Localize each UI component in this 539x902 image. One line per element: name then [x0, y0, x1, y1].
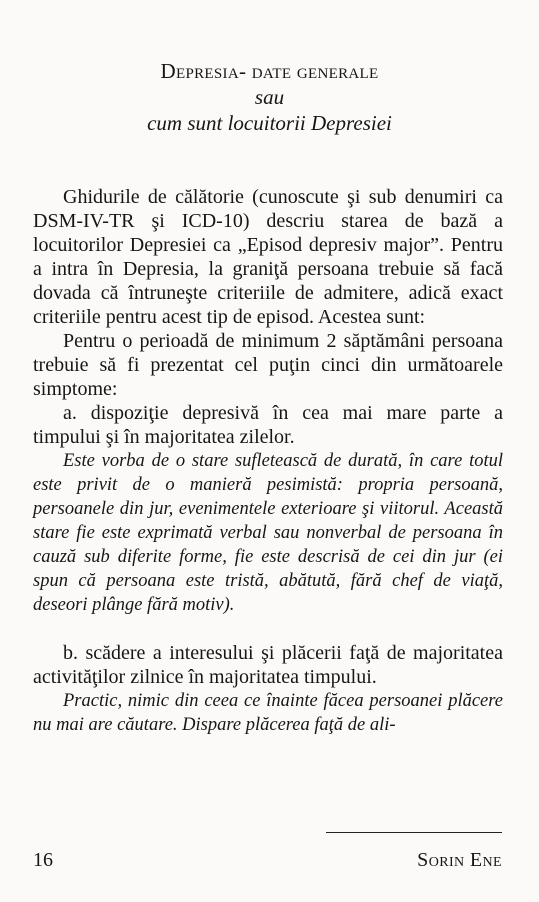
chapter-title: Depresia- date generale [160, 59, 379, 83]
criterion-b: b. scădere a interesului şi plăcerii faţă de majoritatea activităţilor zilnice în majoritatea timpului. [33, 642, 503, 688]
paragraph-criteria: Pentru o perioadă de minimum 2 săptămâni persoana trebuie să fi prezentat cel puţin cinci din următoarele simptome: [33, 330, 503, 400]
running-footer-author: Sorin Ene [417, 849, 502, 871]
chapter-connector: sau [254, 85, 285, 109]
body-text [33, 185, 503, 737]
page-number: 16 [33, 849, 53, 871]
paragraph-gap [33, 617, 503, 641]
footer-rule [326, 832, 502, 833]
paragraph-intro: Ghidurile de călătorie (cunoscute şi sub denumiri ca DSM-IV-TR şi ICD-10) descriu starea de bază a locuitorilor Depresiei ca „Episod depresiv major”. Pentru a intra în Depresia, la graniţă persoana trebuie să facă dovada că întruneşte criteriile de admitere, adică exact criteriile pentru acest tip de episod. Acestea sunt: [33, 186, 503, 328]
chapter-heading [0, 58, 539, 136]
chapter-subtitle: cum sunt locuitorii Depresiei [147, 111, 392, 135]
criterion-a: a. dispoziţie depresivă în cea mai mare parte a timpului şi în majoritatea zilelor. [33, 402, 503, 448]
criterion-b-note: Practic, nimic din ceea ce înainte făcea persoanei plăcere nu mai are căutare. Dispare plăcerea faţă de ali- [33, 691, 503, 735]
criterion-a-note: Este vorba de o stare sufletească de durată, în care totul este privit de o manieră pesimistă: propria persoană, persoanele din jur, evenimentele exterioare şi viitorul. Această stare fie este exprimată verbal sau nonverbal de persoana în cauză sub diferite forme, fie este descrisă de cei din jur (ei spun că persoana este tristă, abătută, fără chef de viaţă, deseori plânge fără motiv). [33, 451, 503, 615]
